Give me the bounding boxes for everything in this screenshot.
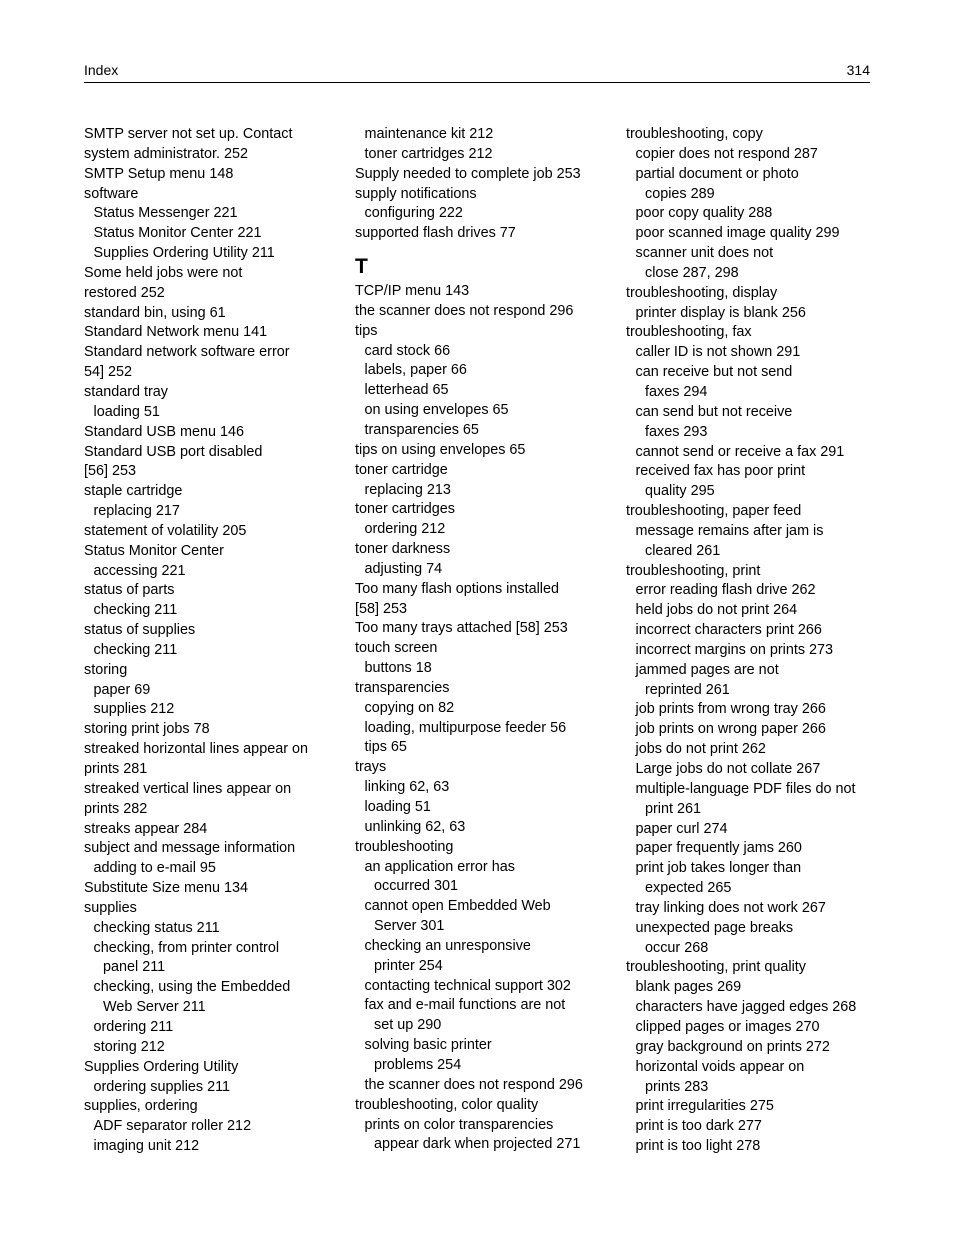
- index-subentry: Web Server 211: [103, 999, 206, 1016]
- index-subentry: checking 211: [93, 602, 178, 619]
- index-entry: troubleshooting, color quality: [355, 1096, 539, 1113]
- index-subentry: accessing 221: [93, 562, 186, 579]
- index-entry: supplies: [84, 899, 137, 916]
- index-entry: staple cartridge: [84, 483, 183, 500]
- index-subentry: poor scanned image quality 299: [635, 225, 840, 242]
- index-subentry: an application error has: [364, 858, 515, 875]
- index-entry: streaked vertical lines appear on: [84, 780, 292, 797]
- index-subentry: copies 289: [645, 185, 715, 202]
- index-column-2: [355, 125, 617, 1155]
- index-subentry: print is too dark 277: [635, 1118, 762, 1135]
- index-entry: Standard USB port disabled: [84, 443, 263, 460]
- index-subentry: cannot open Embedded Web: [364, 898, 551, 915]
- index-subentry: job prints on wrong paper 266: [635, 721, 826, 738]
- index-subentry: copier does not respond 287: [635, 145, 818, 162]
- index-entry: status of parts: [84, 582, 175, 599]
- index-entry: supported flash drives 77: [355, 225, 516, 242]
- index-subentry: faxes 293: [645, 423, 708, 440]
- index-subentry: imaging unit 212: [93, 1138, 200, 1155]
- index-subentry: set up 290: [374, 1017, 442, 1034]
- index-entry: toner cartridge: [355, 461, 448, 478]
- index-subentry: print irregularities 275: [635, 1098, 774, 1115]
- index-subentry: letterhead 65: [364, 382, 449, 399]
- index-entry: troubleshooting, print quality: [626, 959, 806, 976]
- index-entry: Substitute Size menu 134: [84, 880, 248, 897]
- index-subentry: blank pages 269: [635, 979, 742, 996]
- section-title: Index: [84, 62, 119, 78]
- index-subentry: paper 69: [93, 681, 151, 698]
- index-entry: Status Monitor Center: [84, 542, 224, 559]
- index-subentry: cannot send or receive a fax 291: [635, 443, 845, 460]
- index-entry: TCP/IP menu 143: [355, 283, 470, 300]
- index-subentry: contacting technical support 302: [364, 977, 571, 994]
- index-subentry: faxes 294: [645, 383, 708, 400]
- index-subentry: characters have jagged edges 268: [635, 999, 857, 1016]
- index-entry: troubleshooting, fax: [626, 324, 752, 341]
- index-subentry: transparencies 65: [364, 421, 479, 438]
- index-subentry: on using envelopes 65: [364, 402, 509, 419]
- index-entry: Standard network software error: [84, 344, 290, 361]
- index-subentry: appear dark when projected 271: [374, 1136, 581, 1153]
- index-entry: troubleshooting: [355, 838, 454, 855]
- index-subentry: horizontal voids appear on: [635, 1058, 805, 1075]
- index-column-3: [626, 125, 888, 1157]
- page-number: 314: [846, 62, 870, 78]
- index-subentry: Supplies Ordering Utility 211: [93, 245, 275, 262]
- index-subentry: replacing 217: [93, 503, 180, 520]
- index-subentry: held jobs do not print 264: [635, 602, 798, 619]
- index-subentry: panel 211: [103, 959, 166, 976]
- index-subentry: adjusting 74: [364, 560, 443, 577]
- index-subentry: can send but not receive: [635, 403, 793, 420]
- index-entry: troubleshooting, display: [626, 284, 778, 301]
- index-subentry: multiple-language PDF files do not: [635, 780, 856, 797]
- index-subentry: occur 268: [645, 939, 709, 956]
- index-entry: Standard Network menu 141: [84, 324, 268, 341]
- index-subentry: card stock 66: [364, 342, 451, 359]
- index-subentry: incorrect characters print 266: [635, 622, 822, 639]
- index-subentry: caller ID is not shown 291: [635, 344, 801, 361]
- index-subentry: message remains after jam is: [635, 522, 824, 539]
- index-subentry: supplies 212: [93, 701, 175, 718]
- index-subentry: solving basic printer: [364, 1037, 492, 1054]
- index-entry: supplies, ordering: [84, 1098, 198, 1115]
- index-subentry: reprinted 261: [645, 681, 730, 698]
- index-entry: SMTP server not set up. Contact: [84, 126, 293, 142]
- index-subentry: Status Monitor Center 221: [93, 225, 262, 242]
- index-subentry: storing 212: [93, 1038, 165, 1055]
- index-subentry: printer 254: [374, 957, 443, 974]
- index-subentry: paper curl 274: [635, 820, 728, 837]
- index-subentry: expected 265: [645, 880, 732, 897]
- index-subentry: quality 295: [645, 483, 715, 500]
- index-subentry: partial document or photo: [635, 165, 799, 182]
- index-subentry: the scanner does not respond 296: [364, 1076, 583, 1093]
- index-entry: Too many flash options installed: [355, 580, 559, 597]
- index-entry: transparencies: [355, 679, 450, 696]
- index-entry: Supplies Ordering Utility: [84, 1058, 239, 1075]
- index-subentry: close 287, 298: [645, 264, 739, 281]
- index-entry: [56] 253: [84, 463, 137, 480]
- index-subentry: configuring 222: [364, 205, 463, 222]
- index-entry: troubleshooting, copy: [626, 126, 763, 142]
- index-subentry: paper frequently jams 260: [635, 840, 802, 857]
- index-subentry: unexpected page breaks: [635, 919, 794, 936]
- index-column-1: [84, 125, 346, 1157]
- index-subentry: clipped pages or images 270: [635, 1018, 820, 1035]
- index-subentry: checking status 211: [93, 919, 220, 936]
- index-subentry: error reading flash drive 262: [635, 582, 816, 599]
- index-entry: streaked horizontal lines appear on: [84, 741, 308, 758]
- index-entry: supply notifications: [355, 185, 477, 202]
- index-entry: trays: [355, 759, 387, 776]
- index-entry: troubleshooting, print: [626, 562, 761, 579]
- index-entry: subject and message information: [84, 840, 296, 857]
- index-subentry: occurred 301: [374, 878, 458, 895]
- index-subentry: ADF separator roller 212: [93, 1118, 252, 1135]
- index-entry: standard tray: [84, 383, 168, 400]
- index-subentry: gray background on prints 272: [635, 1038, 830, 1055]
- index-subentry: ordering 212: [364, 521, 446, 538]
- index-subentry: poor copy quality 288: [635, 205, 773, 222]
- index-subentry: print job takes longer than: [635, 860, 802, 877]
- index-entry: [58] 253: [355, 600, 408, 617]
- index-subentry: loading, multipurpose feeder 56: [364, 719, 567, 736]
- index-subentry: adding to e-mail 95: [93, 860, 216, 877]
- index-subentry: buttons 18: [364, 660, 432, 677]
- index-subentry: checking, from printer control: [93, 939, 280, 956]
- index-subentry: problems 254: [374, 1056, 462, 1073]
- index-subentry: fax and e-mail functions are not: [364, 997, 566, 1014]
- section-letter-heading: T: [355, 255, 368, 279]
- index-subentry: copying on 82: [364, 699, 455, 716]
- index-entry: prints 281: [84, 761, 148, 777]
- index-entry: storing print jobs 78: [84, 721, 210, 738]
- index-subentry: unlinking 62, 63: [364, 818, 466, 835]
- index-subentry: linking 62, 63: [364, 779, 450, 796]
- index-subentry: Status Messenger 221: [93, 205, 238, 222]
- index-subentry: printer display is blank 256: [635, 304, 806, 321]
- index-subentry: checking an unresponsive: [364, 937, 531, 954]
- index-subentry: can receive but not send: [635, 364, 793, 381]
- index-subentry: tips 65: [364, 739, 407, 756]
- index-entry: tips: [355, 322, 378, 339]
- index-subentry: toner cartridges 212: [364, 145, 493, 162]
- index-subentry: ordering supplies 211: [93, 1078, 231, 1095]
- index-subentry: Server 301: [374, 918, 445, 935]
- index-subentry: print 261: [645, 800, 702, 817]
- index-entry: Standard USB menu 146: [84, 423, 244, 440]
- index-subentry: jobs do not print 262: [635, 741, 766, 758]
- index-entry: standard bin, using 61: [84, 304, 226, 321]
- index-entry: SMTP Setup menu 148: [84, 165, 234, 182]
- index-subentry: prints on color transparencies: [364, 1116, 554, 1133]
- index-entry: status of supplies: [84, 622, 196, 639]
- index-entry: system administrator. 252: [84, 145, 248, 162]
- index-entry: toner cartridges: [355, 501, 455, 518]
- index-entry: Too many trays attached [58] 253: [355, 620, 568, 637]
- page-header: [84, 60, 870, 83]
- index-entry: troubleshooting, paper feed: [626, 503, 802, 520]
- index-entry: Supply needed to complete job 253: [355, 165, 581, 182]
- index-entry: Some held jobs were not: [84, 264, 243, 281]
- index-entry: software: [84, 185, 139, 202]
- index-subentry: received fax has poor print: [635, 463, 806, 480]
- index-entry: statement of volatility 205: [84, 522, 247, 539]
- index-subentry: scanner unit does not: [635, 245, 774, 262]
- index-subentry: ordering 211: [93, 1018, 174, 1035]
- index-subentry: maintenance kit 212: [364, 126, 494, 142]
- index-subentry: checking, using the Embedded: [93, 979, 291, 996]
- index-subentry: prints 283: [645, 1078, 709, 1095]
- index-subentry: Large jobs do not collate 267: [635, 761, 821, 777]
- index-entry: restored 252: [84, 284, 165, 301]
- index-subentry: jammed pages are not: [635, 661, 779, 678]
- index-entry: storing: [84, 661, 128, 678]
- index-entry: streaks appear 284: [84, 820, 208, 837]
- index-subentry: loading 51: [364, 799, 431, 815]
- index-subentry: replacing 213: [364, 481, 451, 498]
- index-subentry: incorrect margins on prints 273: [635, 641, 834, 658]
- index-subentry: print is too light 278: [635, 1138, 761, 1155]
- index-entry: 54] 252: [84, 364, 133, 381]
- index-entry: tips on using envelopes 65: [355, 441, 526, 458]
- index-subentry: tray linking does not work 267: [635, 899, 826, 916]
- index-entry: prints 282: [84, 800, 148, 817]
- index-subentry: cleared 261: [645, 542, 721, 559]
- index-subentry: loading 51: [93, 403, 160, 420]
- index-entry: the scanner does not respond 296: [355, 302, 574, 319]
- index-subentry: checking 211: [93, 641, 178, 658]
- index-entry: touch screen: [355, 640, 438, 657]
- index-subentry: job prints from wrong tray 266: [635, 701, 826, 718]
- index-entry: toner darkness: [355, 541, 451, 558]
- index-subentry: labels, paper 66: [364, 362, 467, 379]
